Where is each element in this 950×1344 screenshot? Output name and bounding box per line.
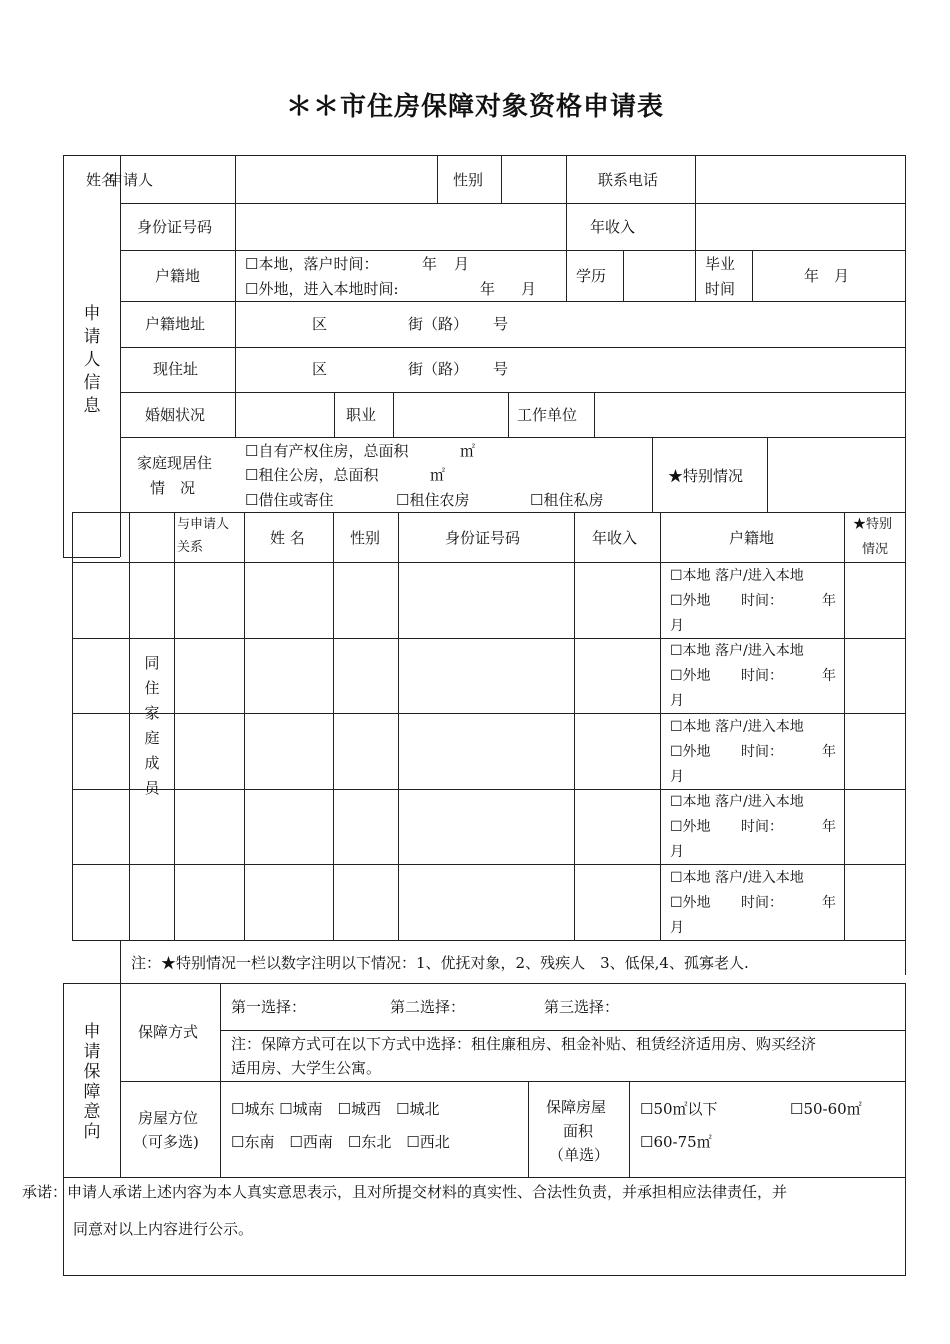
housing-label-1: 家庭现居住 (137, 454, 213, 472)
employer-label: 工作单位 (517, 406, 578, 424)
member-id-header: 身份证号码 (445, 529, 521, 547)
applicant-label: 申请人 (108, 171, 154, 189)
household-month-label: 月 (670, 693, 684, 709)
household-time-label: 时间： (741, 744, 783, 760)
household-outside-option: ☐外地 (670, 819, 711, 835)
household-year-label: 年 (822, 895, 836, 911)
household-month-label: 月 (670, 618, 684, 634)
street-label: 街（路） (408, 360, 469, 378)
area-option-50-60: ☐50-60㎡ (790, 1100, 862, 1118)
phone-label: 联系电话 (598, 171, 659, 189)
household-month-label: 月 (670, 844, 684, 860)
location-label-1: 房屋方位 (138, 1109, 199, 1127)
promise-line-1: 承诺：申请人承诺上述内容为本人真实意思表示，且对所提交材料的真实性、合法性负责，并承担相应法律责任，并 (22, 1183, 788, 1201)
area-option-under-50: ☐50㎡以下 (640, 1100, 718, 1118)
household-local-option: ☐本地 落户/进入本地 (670, 870, 804, 886)
form-title: ＊＊市住房保障对象资格申请表 (285, 92, 664, 122)
year-label: 年 (480, 280, 496, 298)
members-section-label: 同住家庭成员 (144, 654, 160, 797)
public-rent-option: ☐租住公房，总面积 (245, 466, 379, 484)
graduation-label-2: 时间 (705, 280, 736, 298)
gender-label: 性别 (453, 171, 484, 189)
first-choice-label: 第一选择： (231, 998, 307, 1016)
borrow-option: ☐借住或寄住 (245, 491, 334, 509)
member-name-header: 姓 名 (270, 529, 305, 547)
area-label-2: 面积 (563, 1122, 594, 1140)
household-label: 户籍地 (155, 267, 201, 285)
household-local-option: ☐本地 落户/进入本地 (670, 794, 804, 810)
household-time-label: 时间： (741, 668, 783, 684)
relation-label-2: 关系 (177, 540, 204, 555)
month-label: 月 (521, 280, 537, 298)
applicant-section-label: 申请人信息 (83, 304, 101, 416)
household-year-label: 年 (822, 593, 836, 609)
area-label-3: （单选） (549, 1146, 610, 1164)
sqm-unit: ㎡ (430, 466, 446, 484)
local-option: ☐本地，落户时间： (245, 255, 379, 273)
member-household-header: 户籍地 (729, 529, 775, 547)
household-time-label: 时间： (741, 895, 783, 911)
relation-label-1: 与申请人 (177, 517, 230, 532)
second-choice-label: 第二选择： (390, 998, 466, 1016)
household-outside-option: ☐外地 (670, 744, 711, 760)
special-situation-label: ★特别情况 (668, 467, 744, 485)
location-options-row-2: ☐东南 ☐西南 ☐东北 ☐西北 (231, 1133, 450, 1151)
member-income-header: 年收入 (592, 529, 638, 547)
occupation-label: 职业 (346, 406, 377, 424)
household-month-label: 月 (670, 769, 684, 785)
household-outside-option: ☐外地 (670, 895, 711, 911)
reg-address-label: 户籍地址 (145, 315, 206, 333)
household-local-option: ☐本地 落户/进入本地 (670, 643, 804, 659)
outside-option: ☐外地，进入本地时间: (245, 280, 399, 298)
area-label-1: 保障房屋 (546, 1098, 607, 1116)
household-time-label: 时间： (741, 593, 783, 609)
member-gender-header: 性别 (350, 529, 381, 547)
farm-rent-option: ☐租住农房 (396, 491, 470, 509)
number-label: 号 (493, 360, 509, 378)
current-address-label: 现住址 (153, 360, 199, 378)
third-choice-label: 第三选择： (544, 998, 620, 1016)
area-option-60-75: ☐60-75㎡ (640, 1133, 712, 1151)
household-outside-option: ☐外地 (670, 668, 711, 684)
name-label: 姓名 (86, 171, 117, 189)
household-year-label: 年 (822, 819, 836, 835)
household-time-label: 时间： (741, 819, 783, 835)
household-local-option: ☐本地 落户/进入本地 (670, 568, 804, 584)
annual-income-label: 年收入 (590, 218, 636, 236)
member-special-header-2: 情况 (862, 542, 889, 557)
own-house-option: ☐自有产权住房，总面积 (245, 442, 409, 460)
member-special-header-1: ★特别 (853, 517, 893, 532)
intention-section-label: 申请保障意向 (83, 1022, 101, 1142)
household-month-label: 月 (670, 920, 684, 936)
household-local-option: ☐本地 落户/进入本地 (670, 719, 804, 735)
special-note: 注：★特别情况一栏以数字注明以下情况：1、优抚对象，2、残疾人 3、低保,4、孤寡老人. (131, 954, 749, 972)
household-year-label: 年 (822, 668, 836, 684)
sqm-unit: ㎡ (460, 442, 476, 460)
mode-note-line-2: 适用房、大学生公寓。 (231, 1059, 382, 1077)
household-outside-option: ☐外地 (670, 593, 711, 609)
street-label: 街（路） (408, 315, 469, 333)
id-number-label: 身份证号码 (137, 218, 213, 236)
marital-status-label: 婚姻状况 (145, 406, 206, 424)
mode-label: 保障方式 (138, 1023, 199, 1041)
mode-note-line-1: 注：保障方式可在以下方式中选择：租住廉租房、租金补贴、租赁经济适用房、购买经济 (231, 1035, 817, 1053)
number-label: 号 (493, 315, 509, 333)
education-label: 学历 (576, 267, 607, 285)
year-label: 年 (422, 255, 438, 273)
household-year-label: 年 (822, 744, 836, 760)
district-label: 区 (312, 360, 328, 378)
housing-label-2: 情 况 (150, 479, 196, 497)
month-label: 月 (454, 255, 470, 273)
district-label: 区 (312, 315, 328, 333)
location-options-row-1: ☐城东 ☐城南 ☐城西 ☐城北 (231, 1100, 440, 1118)
private-rent-option: ☐租住私房 (530, 491, 604, 509)
promise-line-2: 同意对以上内容进行公示。 (73, 1220, 254, 1238)
location-label-2: （可多选) (133, 1133, 199, 1151)
graduation-label-1: 毕业 (705, 255, 736, 273)
graduation-value: 年 月 (804, 267, 850, 285)
